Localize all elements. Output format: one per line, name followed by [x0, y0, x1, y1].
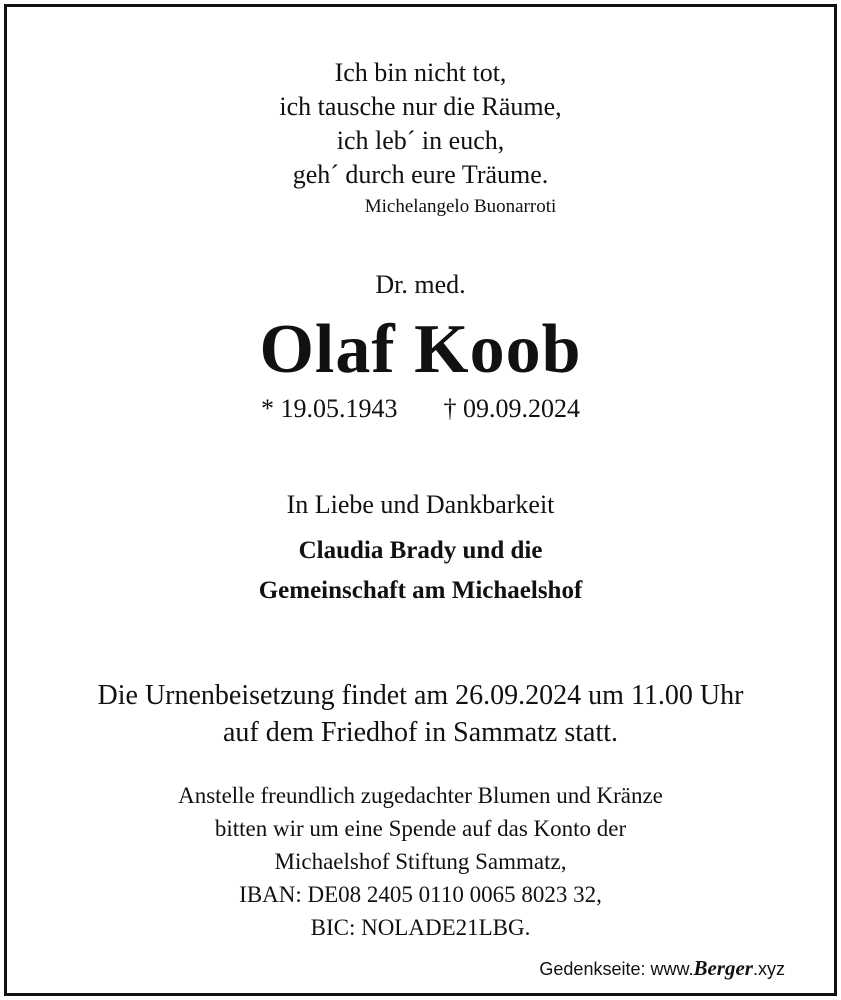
poem-author: Michelangelo Buonarroti [364, 196, 557, 217]
poem-line: Ich bin nicht tot, [334, 58, 507, 87]
memorial-website-link[interactable] [539, 956, 785, 981]
donation-line: Anstelle freundlich zugedachter Blumen und Kränze [178, 783, 663, 808]
website-suffix: .xyz [752, 959, 785, 979]
academic-title: Dr. med. [375, 270, 466, 299]
deceased-name: Olaf Koob [259, 311, 582, 388]
ceremony-line: Die Urnenbeisetzung findet am 26.09.2024 um 11.00 Uhr [97, 680, 744, 711]
birth-date: * 19.05.1943 [261, 394, 398, 423]
poem-line: geh´ durch eure Träume. [292, 160, 549, 189]
mourners-line: Gemeinschaft am Michaelshof [258, 577, 583, 604]
mourners-line: Claudia Brady und die [298, 537, 543, 564]
poem-line: ich tausche nur die Räume, [279, 92, 562, 121]
website-prefix: Gedenkseite: www. [539, 959, 694, 979]
donation-line: bitten wir um eine Spende auf das Konto der [214, 816, 627, 841]
ceremony-line: auf dem Friedhof in Sammatz statt. [222, 717, 619, 748]
donation-line: Michaelshof Stiftung Sammatz, [274, 849, 567, 874]
donation-iban: IBAN: DE08 2405 0110 0065 8023 32, [239, 882, 602, 907]
life-dates [0, 394, 841, 424]
death-date: † 09.09.2024 [443, 394, 580, 423]
poem-line: ich leb´ in euch, [336, 126, 505, 155]
donation-bic: BIC: NOLADE21LBG. [310, 915, 531, 940]
website-brand: Berger [693, 956, 753, 980]
mourners-intro: In Liebe und Dankbarkeit [286, 490, 555, 519]
